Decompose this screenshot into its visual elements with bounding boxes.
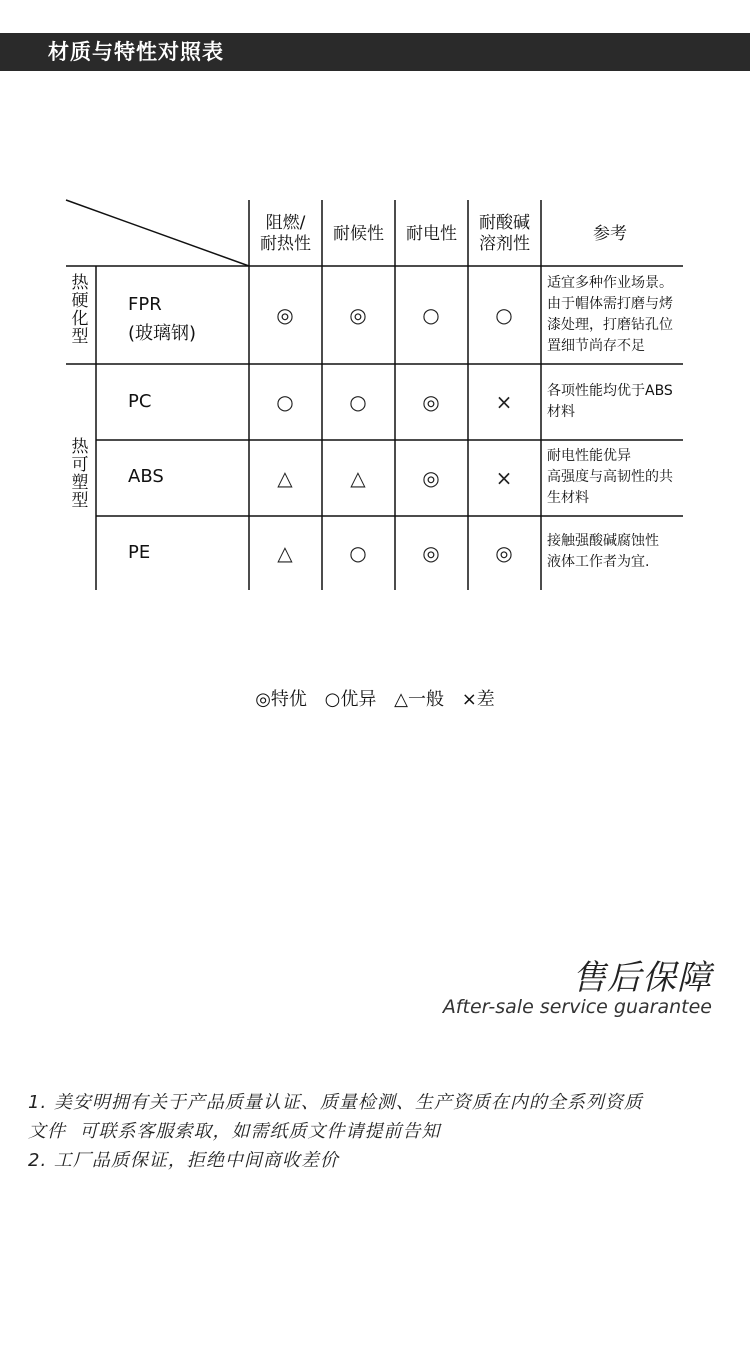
rating-fpr-weather: ◎ — [349, 303, 367, 327]
legend-excellent: ◎特优 — [255, 689, 307, 710]
rating-pe-flame: △ — [277, 541, 293, 565]
note-line: 2. 工厂品质保证，拒绝中间商收差价 — [28, 1150, 339, 1171]
note-line: 1. 美安明拥有关于产品质量认证、质量检测、生产资质在内的全系列资质 — [28, 1092, 643, 1113]
col-header-reference: 参考 — [593, 224, 627, 244]
col-header-acid: 耐酸碱 溶剂性 — [479, 213, 530, 254]
legend-good: ○优异 — [324, 689, 377, 710]
rating-abs-weather: △ — [350, 466, 366, 490]
rating-abs-electric: ◎ — [422, 466, 440, 490]
material-pc: PC — [128, 391, 152, 412]
material-abs: ABS — [128, 466, 164, 487]
rating-fpr-flame: ◎ — [276, 303, 294, 327]
rating-fpr-electric: ○ — [422, 303, 440, 327]
rating-pe-weather: ○ — [349, 541, 367, 565]
rating-pe-acid: ◎ — [495, 541, 513, 565]
rating-abs-flame: △ — [277, 466, 293, 490]
reference-fpr: 适宜多种作业场景。 由于帽体需打磨与烤 漆处理，打磨钻孔位 置细节尚存不足 — [547, 275, 673, 354]
header-bar — [0, 33, 750, 71]
rating-legend — [0, 685, 750, 711]
rating-pc-flame: ○ — [276, 390, 294, 414]
group-label-thermoplastic: 热 可 塑 型 — [71, 437, 89, 511]
material-pe: PE — [128, 542, 151, 563]
material-fpr-sub: (玻璃钢) — [128, 323, 197, 344]
rating-pc-acid: × — [495, 390, 513, 414]
col-header-electric: 耐电性 — [406, 224, 457, 244]
after-sale-title: 售后保障 — [572, 958, 712, 998]
rating-abs-acid: × — [495, 466, 513, 490]
legend-poor: ×差 — [461, 689, 495, 710]
reference-pe: 接触强酸碱腐蚀性 液体工作者为宜. — [547, 533, 659, 570]
rating-fpr-acid: ○ — [495, 303, 513, 327]
note-line: 文件 可联系客服索取，如需纸质文件请提前告知 — [28, 1121, 441, 1142]
rating-pc-weather: ○ — [349, 390, 367, 414]
group-label-thermoset: 热 硬 化 型 — [71, 273, 89, 347]
col-header-flame: 阻燃/ 耐热性 — [260, 213, 311, 254]
material-fpr: FPR — [128, 294, 162, 315]
after-sale-notes — [28, 1088, 728, 1175]
reference-abs: 耐电性能优异 高强度与高韧性的共 生材料 — [547, 448, 673, 506]
rating-pc-electric: ◎ — [422, 390, 440, 414]
legend-fair: △一般 — [394, 689, 444, 710]
rating-pe-electric: ◎ — [422, 541, 440, 565]
reference-pc: 各项性能均优于ABS 材料 — [547, 383, 673, 420]
after-sale-subtitle: After-sale service guarantee — [442, 996, 712, 1018]
col-header-weather: 耐候性 — [333, 224, 384, 244]
page-title: 材质与特性对照表 — [48, 40, 224, 64]
